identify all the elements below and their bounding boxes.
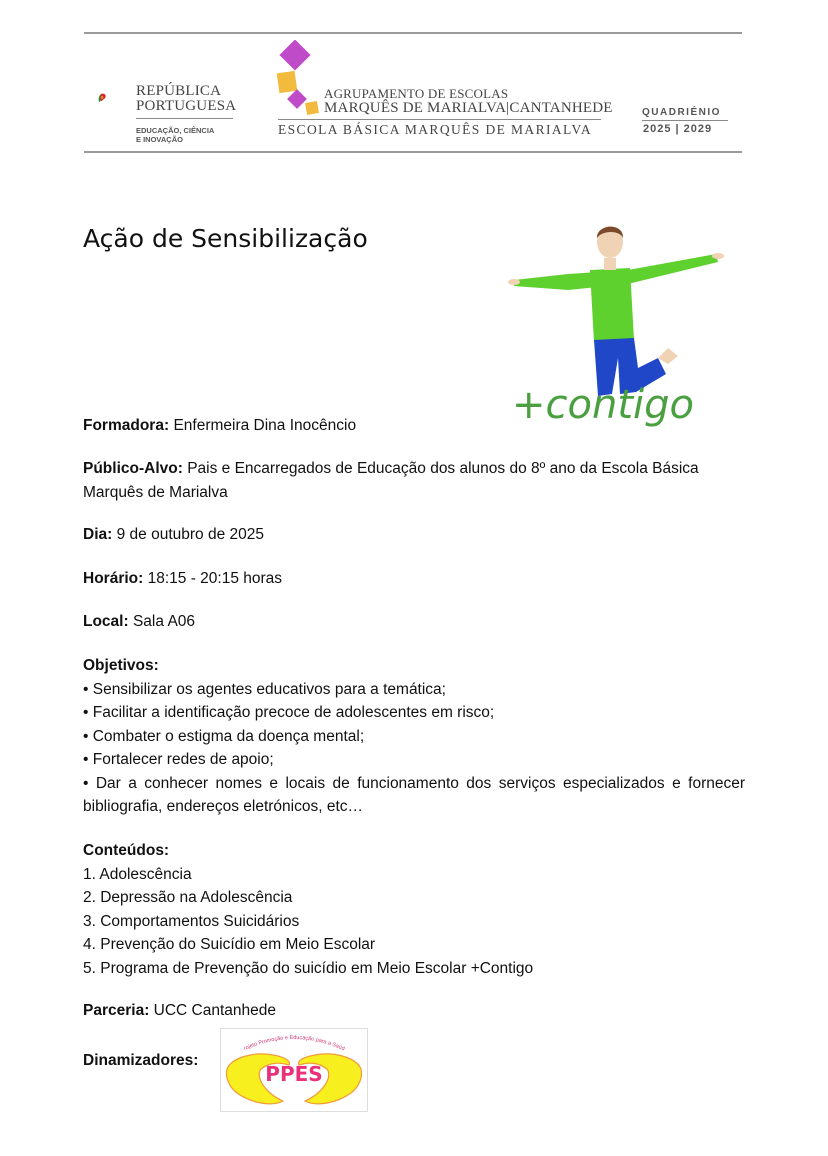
contigo-logo-text: +contigo [512,382,694,428]
republica-line2: PORTUGUESA [136,98,237,114]
objetivo-item: • Dar a conhecer nomes e locais de funcionamento dos serviços especializados e fornecer bibliografia, endereços eletrónicos, etc… [83,774,745,815]
quadrienio-years: 2025 | 2029 [643,123,713,135]
objetivo-item: • Facilitar a identificação precoce de adolescentes em risco; [83,704,495,721]
republica-portuguesa-title [136,84,236,114]
horario-row [83,567,282,591]
agrupamento-rule [278,119,601,120]
local-row [83,610,195,634]
republica-portuguesa-flag-icon [98,82,134,122]
objetivo-item: • Fortalecer redes de apoio; [83,751,274,768]
publico-alvo-value: Pais e Encarregados de Educação dos alunos do 8º ano da Escola Básica Marquês de Marialva [83,460,699,501]
objetivo-item: • Combater o estigma da doença mental; [83,727,365,745]
svg-text:Projeto Promoção e Educação pa [221,1029,346,1052]
objetivos-label: Objetivos: [83,657,159,674]
horario-label: Horário: [83,570,144,587]
page-title: Ação de Sensibilização [83,224,368,253]
agrupamento-line1: AGRUPAMENTO DE ESCOLAS [324,86,509,101]
conteudo-item: 5. Programa de Prevenção do suicídio em Meio Escolar +Contigo [83,959,534,977]
republica-ministry [136,126,214,144]
horario-value: 18:15 - 20:15 horas [147,570,283,587]
conteudos-label: Conteúdos: [83,842,170,859]
quadrienio-rule [642,120,728,121]
ppes-hands-heart-icon [221,1029,367,1111]
dinamizadores-label: Dinamizadores: [83,1052,199,1069]
parceria-row [83,999,276,1023]
ppes-logo [220,1028,368,1112]
conteudos-section [83,839,533,980]
parceria-value: UCC Cantanhede [153,1002,277,1019]
quadrienio-label: QUADRIÉNIO [642,107,721,118]
ppes-logo-text: PPES [265,1062,323,1086]
dia-label: Dia: [83,526,113,543]
publico-alvo-row [83,457,763,504]
republica-rule [136,118,233,119]
ministry-line1: EDUCAÇÃO, CIÊNCIA [136,126,215,135]
contigo-illustration-icon [508,218,730,428]
escola-name: ESCOLA BÁSICA MARQUÊS DE MARIALVA [278,122,592,137]
dinamizadores-row [83,1049,198,1073]
formadora-label: Formadora: [83,417,170,434]
agrupamento-logo-icon [272,40,332,120]
ministry-line2: E INOVAÇÃO [136,135,183,144]
republica-line1: REPÚBLICA [136,83,222,99]
header-top-rule [84,32,742,34]
publico-alvo-label: Público-Alvo: [83,460,183,477]
objetivos-section [83,654,745,819]
conteudo-item: 2. Depressão na Adolescência [83,889,293,906]
objetivo-item: • Sensibilizar os agentes educativos para a temática; [83,680,446,698]
local-value: Sala A06 [132,613,196,630]
agrupamento-line2: MARQUÊS DE MARIALVA|CANTANHEDE [324,100,613,116]
conteudo-item: 4. Prevenção do Suicídio em Meio Escolar [83,936,376,953]
local-label: Local: [83,613,129,630]
header-bottom-rule [84,151,742,153]
formadora-row [83,414,356,438]
dia-row [83,523,264,547]
dia-value: 9 de outubro de 2025 [116,526,264,543]
ppes-arc-text: rojeto Promoção e Educação para a Saúd [243,1034,346,1053]
conteudo-item: 1. Adolescência [83,865,192,883]
conteudo-item: 3. Comportamentos Suicidários [83,912,300,930]
parceria-label: Parceria: [83,1002,150,1019]
formadora-value: Enfermeira Dina Inocêncio [173,417,357,434]
